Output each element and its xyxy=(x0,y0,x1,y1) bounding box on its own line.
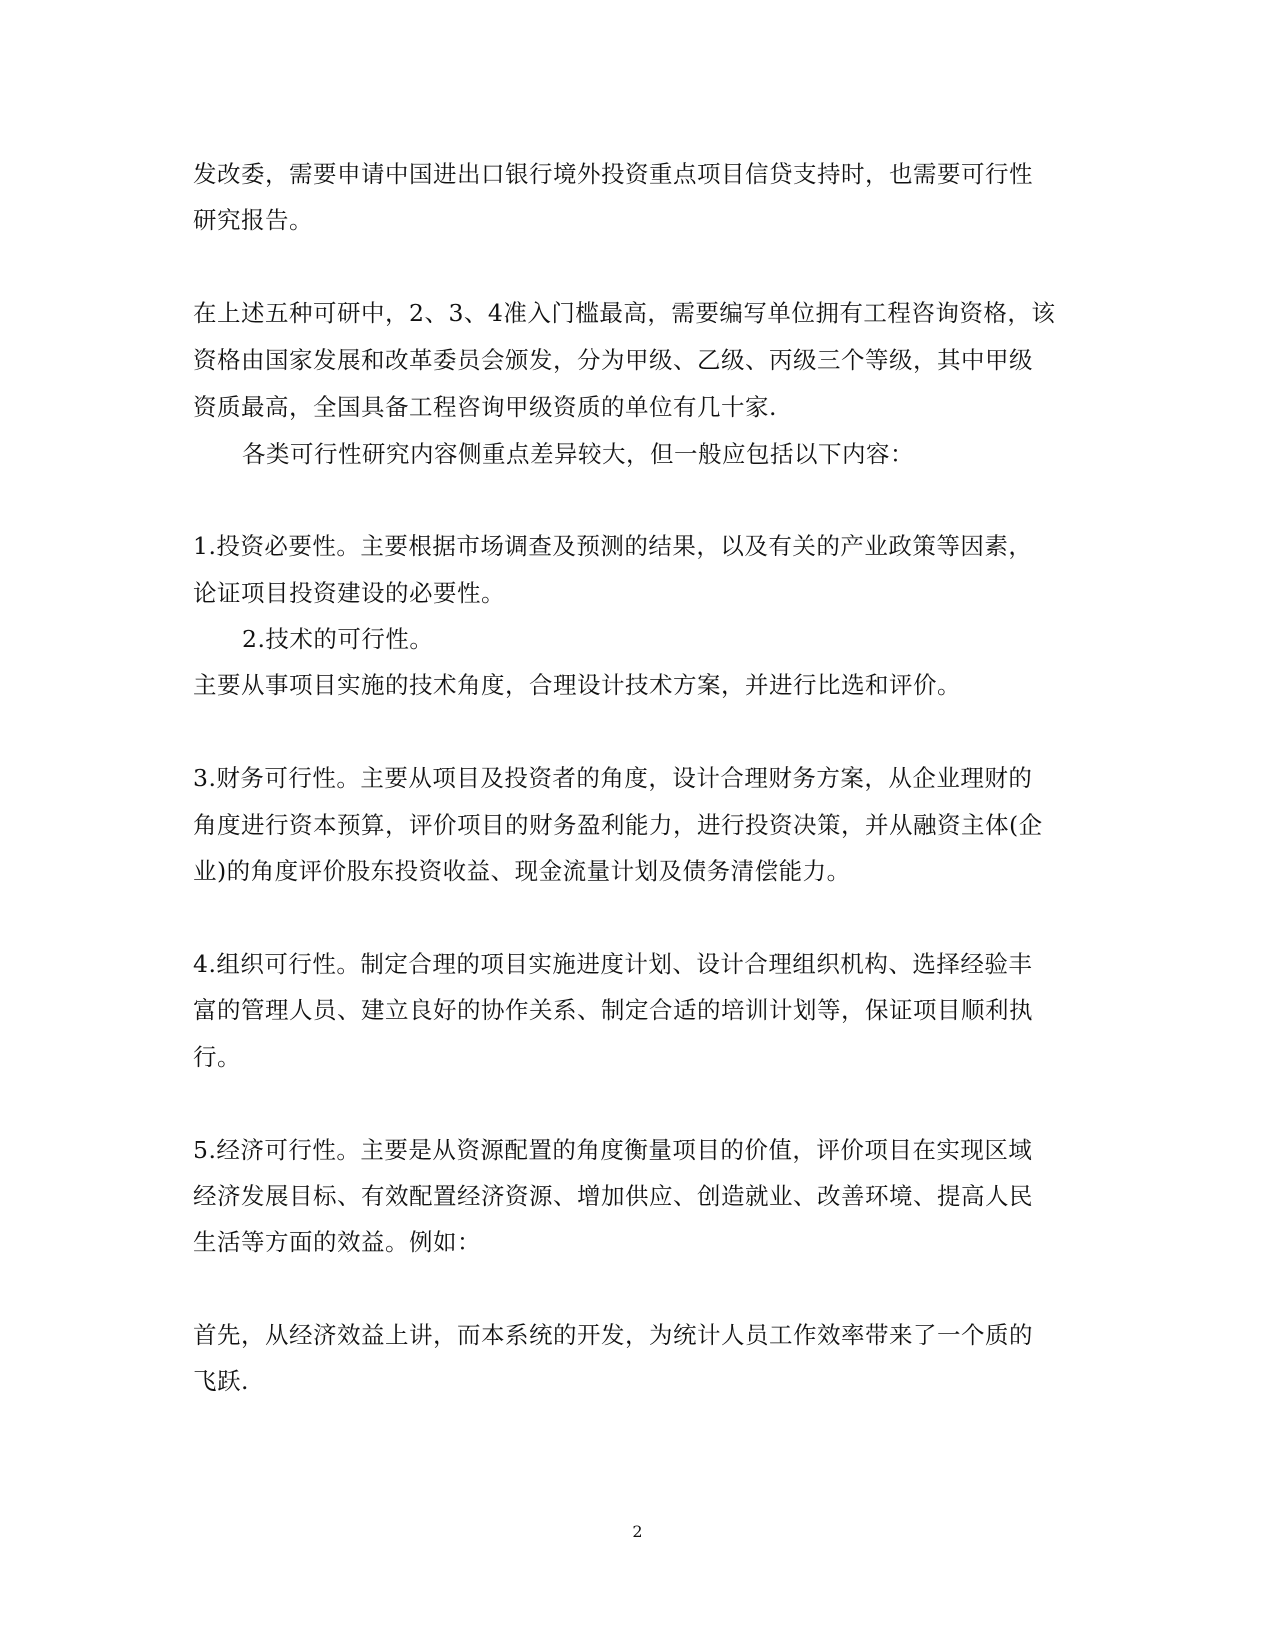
paragraph-7-line-1: 3.财务可行性。主要从项目及投资者的角度，设计合理财务方案，从企业理财的 xyxy=(193,764,1033,792)
paragraph-7-line-3: 业)的角度评价股东投资收益、现金流量计划及债务清偿能力。 xyxy=(193,857,851,885)
paragraph-9-line-1: 5.经济可行性。主要是从资源配置的角度衡量项目的价值，评价项目在实现区域 xyxy=(193,1136,1033,1164)
paragraph-4-line-1: 1.投资必要性。主要根据市场调查及预测的结果，以及有关的产业政策等因素， xyxy=(193,532,1033,560)
paragraph-4-line-2: 论证项目投资建设的必要性。 xyxy=(193,579,505,607)
paragraph-9-line-3: 生活等方面的效益。例如： xyxy=(193,1228,481,1256)
paragraph-3-line-1: 各类可行性研究内容侧重点差异较大，但一般应包括以下内容： xyxy=(242,440,914,468)
paragraph-1-line-1: 发改委，需要申请中国进出口银行境外投资重点项目信贷支持时，也需要可行性 xyxy=(193,160,1033,188)
paragraph-1-line-2: 研究报告。 xyxy=(193,206,313,234)
paragraph-2-line-1: 在上述五种可研中，2、3、4准入门槛最高，需要编写单位拥有工程咨询资格，该 xyxy=(193,299,1056,327)
paragraph-6-line-1: 主要从事项目实施的技术角度，合理设计技术方案，并进行比选和评价。 xyxy=(193,671,961,699)
paragraph-8-line-1: 4.组织可行性。制定合理的项目实施进度计划、设计合理组织机构、选择经验丰 xyxy=(193,950,1033,978)
paragraph-8-line-3: 行。 xyxy=(193,1043,241,1071)
paragraph-8-line-2: 富的管理人员、建立良好的协作关系、制定合适的培训计划等，保证项目顺利执 xyxy=(193,996,1033,1024)
paragraph-5-line-1: 2.技术的可行性。 xyxy=(242,625,434,653)
page-number: 2 xyxy=(632,1522,643,1541)
paragraph-9-line-2: 经济发展目标、有效配置经济资源、增加供应、创造就业、改善环境、提高人民 xyxy=(193,1182,1033,1210)
paragraph-7-line-2: 角度进行资本预算，评价项目的财务盈利能力，进行投资决策，并从融资主体(企 xyxy=(193,811,1043,839)
paragraph-10-line-2: 飞跃. xyxy=(193,1367,249,1395)
paragraph-2-line-3: 资质最高，全国具备工程咨询甲级资质的单位有几十家. xyxy=(193,393,777,421)
paragraph-10-line-1: 首先，从经济效益上讲，而本系统的开发，为统计人员工作效率带来了一个质的 xyxy=(193,1321,1033,1349)
paragraph-2-line-2: 资格由国家发展和改革委员会颁发，分为甲级、乙级、丙级三个等级，其中甲级 xyxy=(193,346,1033,374)
